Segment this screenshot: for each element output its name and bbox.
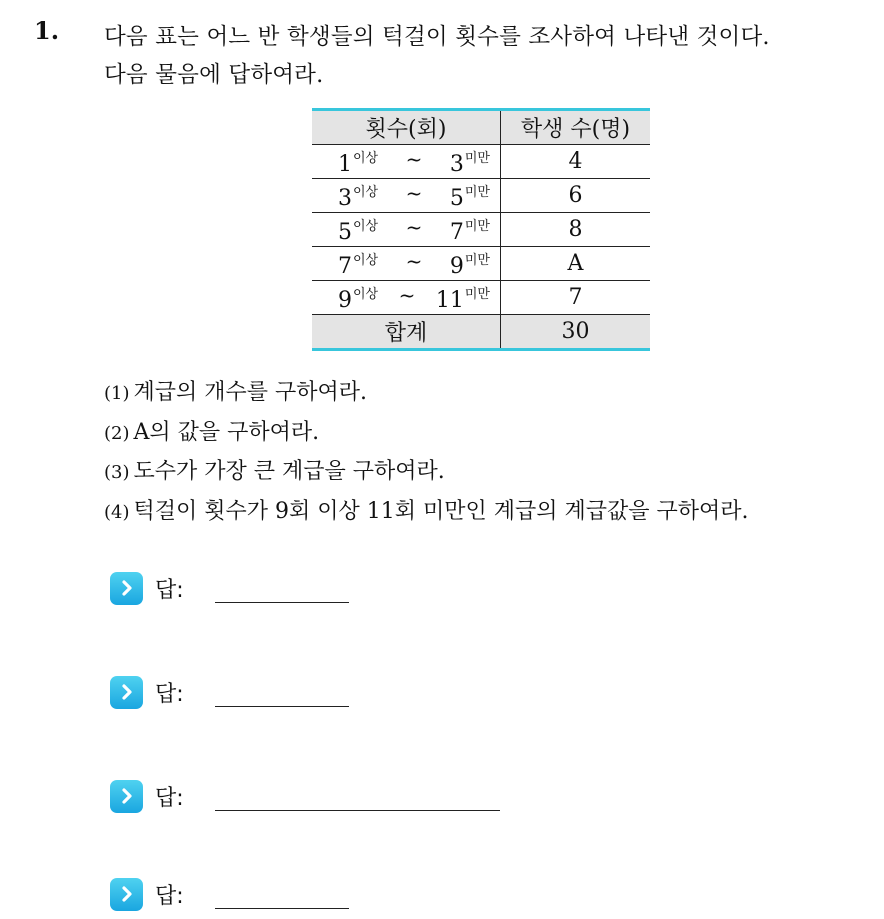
range-upper: 5 (449, 185, 464, 211)
question-line-1: 다음 표는 어느 반 학생들의 턱걸이 횟수를 조사하여 나타낸 것이다. (104, 24, 770, 50)
header-count-range: 횟수(회) (312, 110, 501, 145)
total-label: 합계 (312, 315, 501, 350)
answer-row-3 (110, 776, 184, 816)
table-header-row (312, 110, 650, 145)
range-lower: 1 (338, 151, 352, 177)
table-row (312, 281, 650, 315)
sub-question-text: 턱걸이 횟수가 9회 이상 11회 미만인 계급의 계급값을 구하여라. (133, 498, 749, 524)
chevron-right-icon (110, 676, 143, 709)
chevron-right-icon (110, 572, 143, 605)
range-cell (312, 281, 501, 315)
answer-label: 답: (155, 577, 184, 603)
upper-suffix: 미만 (464, 286, 490, 302)
chevron-right-icon (110, 780, 143, 813)
student-count: A (501, 247, 651, 281)
header-students: 학생 수(명) (501, 110, 651, 145)
table-row (312, 145, 650, 179)
range-tilde: ~ (405, 248, 423, 273)
sub-question-text: 계급의 개수를 구하여라. (133, 380, 368, 405)
question-number: 1. (34, 16, 60, 45)
table-row (312, 247, 650, 281)
range-upper: 3 (449, 151, 464, 177)
answer-blank[interactable] (215, 908, 349, 909)
sub-question-number: (3) (104, 462, 130, 483)
sub-question-text: A의 값을 구하여라. (133, 419, 320, 445)
question-line-2: 다음 물음에 답하여라. (104, 62, 324, 88)
upper-suffix: 미만 (464, 184, 490, 200)
sub-question (104, 374, 748, 414)
answer-label: 답: (155, 883, 184, 909)
sub-question-number: (2) (104, 422, 130, 444)
student-count: 7 (501, 281, 651, 315)
upper-suffix: 미만 (464, 218, 490, 234)
range-lower: 5 (338, 219, 352, 245)
student-count: 4 (501, 145, 651, 179)
answer-row-2 (110, 672, 184, 712)
answer-blank[interactable] (215, 602, 349, 603)
sub-questions (104, 374, 748, 532)
table-row (312, 213, 650, 247)
range-cell (312, 247, 501, 281)
range-tilde: ~ (405, 180, 423, 205)
total-value: 30 (501, 315, 651, 350)
range-tilde: ~ (398, 282, 416, 307)
lower-suffix: 이상 (353, 286, 379, 302)
answer-row-1 (110, 568, 184, 608)
range-cell (312, 213, 501, 247)
chevron-right-icon (110, 878, 143, 911)
range-lower: 7 (338, 253, 352, 279)
lower-suffix: 이상 (353, 252, 379, 268)
range-cell (312, 179, 501, 213)
table-total-row (312, 315, 650, 350)
range-upper: 7 (449, 219, 464, 245)
range-upper: 9 (449, 253, 464, 279)
frequency-table (312, 108, 650, 351)
range-tilde: ~ (405, 146, 423, 171)
lower-suffix: 이상 (353, 184, 379, 200)
range-lower: 3 (338, 185, 352, 211)
range-lower: 9 (338, 287, 352, 313)
range-tilde: ~ (405, 214, 423, 239)
sub-question-number: (4) (104, 501, 130, 523)
sub-question (104, 493, 748, 533)
range-cell (312, 145, 501, 179)
table-row (312, 179, 650, 213)
upper-suffix: 미만 (464, 150, 490, 166)
answer-label: 답: (155, 681, 184, 707)
answer-blank[interactable] (215, 810, 500, 811)
sub-question (104, 414, 748, 454)
lower-suffix: 이상 (353, 150, 379, 166)
answer-blank[interactable] (215, 706, 349, 707)
student-count: 6 (501, 179, 651, 213)
sub-question-text: 도수가 가장 큰 계급을 구하여라. (133, 459, 445, 484)
answer-label: 답: (155, 785, 184, 811)
sub-question (104, 453, 748, 493)
student-count: 8 (501, 213, 651, 247)
range-upper: 11 (435, 287, 464, 313)
upper-suffix: 미만 (464, 252, 490, 268)
lower-suffix: 이상 (353, 218, 379, 234)
sub-question-number: (1) (104, 383, 130, 404)
question-text (104, 18, 864, 94)
answer-row-4 (110, 874, 184, 914)
